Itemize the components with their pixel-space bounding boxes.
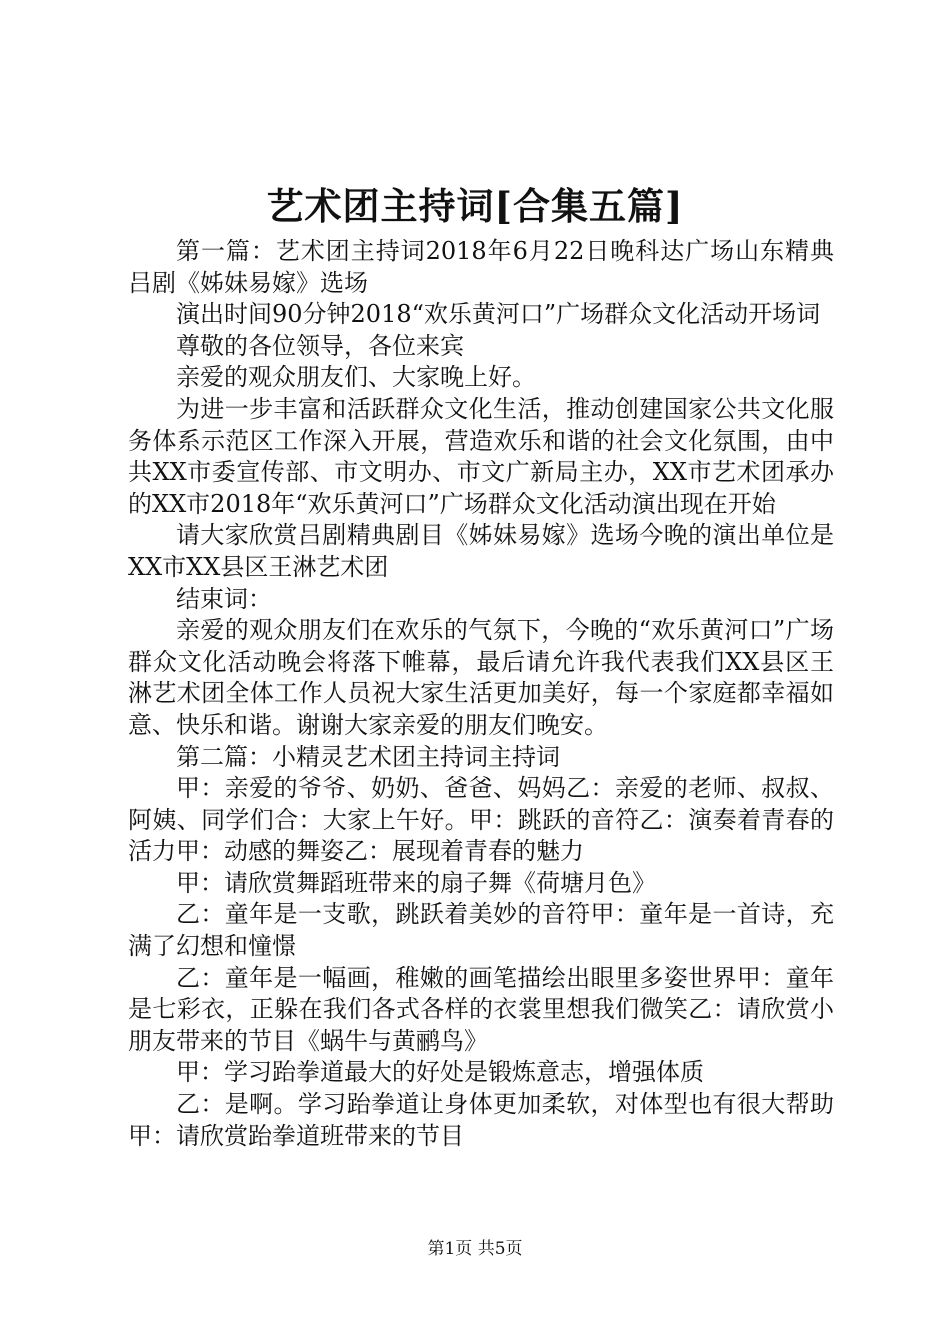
paragraph: 亲爱的观众朋友们、大家晚上好。 (176, 363, 536, 392)
paragraph: 第二篇：小精灵艺术团主持词主持词 (176, 742, 560, 771)
paragraph: 甲：亲爱的爷爷、奶奶、爸爸、妈妈乙：亲爱的老师、叔叔、阿姨、同学们合：大家上午好。甲：跳跃的音符乙：演奏着青春的活力甲：动感的舞姿乙：展现着青春的魅力 (128, 774, 834, 866)
paragraph: 请大家欣赏吕剧精典剧目《姊妹易嫁》选场今晚的演出单位是XX市XX县区王淋艺术团 (128, 521, 834, 581)
paragraph: 乙：童年是一幅画，稚嫩的画笔描绘出眼里多姿世界甲：童年是七彩衣，正躲在我们各式各样的衣裳里想我们微笑乙：请欣赏小朋友带来的节目《蜗牛与黄鹂鸟》 (128, 963, 834, 1055)
paragraph: 乙：童年是一支歌，跳跃着美妙的音符甲：童年是一首诗，充满了幻想和憧憬 (128, 900, 834, 961)
paragraph: 甲：学习跆拳道最大的好处是锻炼意志，增强体质 (176, 1058, 704, 1087)
paragraph: 亲爱的观众朋友们在欢乐的气氛下，今晚的“欢乐黄河口”广场群众文化活动晚会将落下帷幕，最后请允许我代表我们XX县区王淋艺术团全体工作人员祝大家生活更加美好，每一个家庭都幸福如意、快乐和谐。谢谢大家亲爱的朋友们晚安。 (128, 616, 834, 739)
page-number-footer: 第1页 共5页 (427, 1239, 523, 1259)
paragraph: 第一篇：艺术团主持词2018年6月22日晚科达广场山东精典吕剧《姊妹易嫁》选场 (128, 237, 834, 297)
paragraph: 乙：是啊。学习跆拳道让身体更加柔软，对体型也有很大帮助甲：请欣赏跆拳道班带来的节目 (128, 1090, 834, 1150)
paragraph: 尊敬的各位领导，各位来宾 (176, 331, 464, 360)
paragraph: 结束词： (176, 584, 272, 613)
document-title: 艺术团主持词[合集五篇] (266, 184, 684, 228)
document-body (128, 236, 834, 1152)
paragraph: 为进一步丰富和活跃群众文化生活，推动创建国家公共文化服务体系示范区工作深入开展，营造欢乐和谐的社会文化氛围，由中共XX市委宣传部、市文明办、市文广新局主办，XX市艺术团承办的XX市2018年“欢乐黄河口”广场群众文化活动演出现在开始 (128, 394, 834, 518)
paragraph: 演出时间90分钟2018“欢乐黄河口”广场群众文化活动开场词 (176, 300, 821, 329)
paragraph: 甲：请欣赏舞蹈班带来的扇子舞《荷塘月色》 (176, 868, 656, 897)
